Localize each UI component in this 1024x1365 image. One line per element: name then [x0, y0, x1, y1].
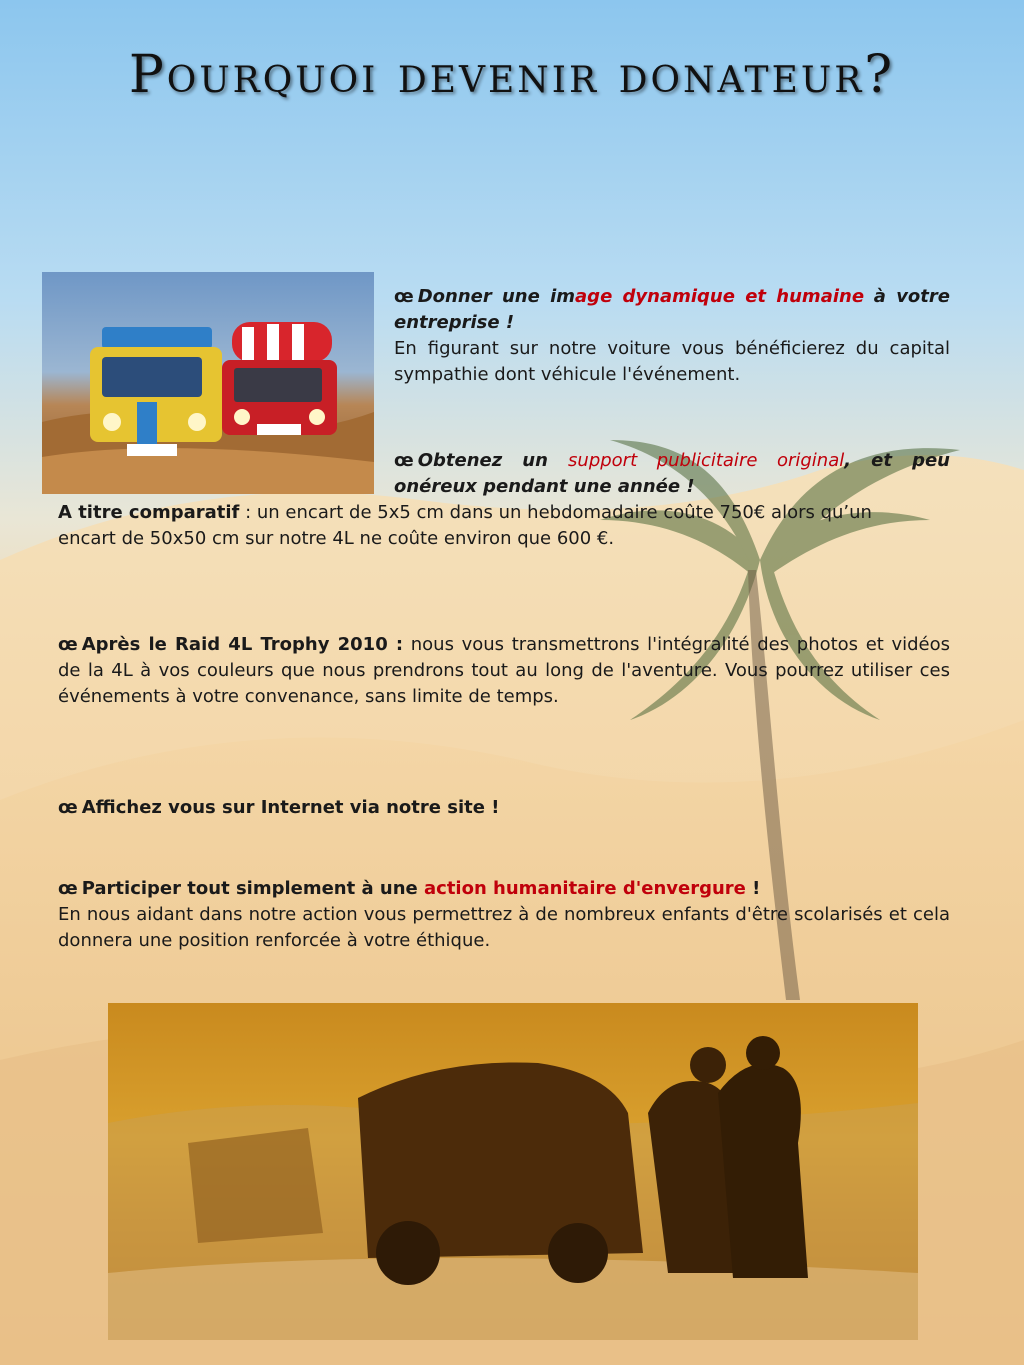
section-lead-highlight: age dynamique et humaine [575, 286, 865, 307]
section-lead: Donner une im [417, 286, 576, 307]
silhouette-illustration [108, 1003, 918, 1340]
comparison-body: : un encart de 5x5 cm dans un hebdomadaire coûte 750€ alors qu’un encart de 50x50 cm sur notre 4L ne coûte environ que 600 €. [58, 502, 872, 549]
page-title: Pourquoi devenir donateur? [128, 45, 896, 105]
section-lead-end: , et peu onéreux pendant une année ! [394, 450, 950, 497]
bullet-icon: œ [58, 878, 78, 899]
section-raid-media [58, 632, 950, 710]
section-advertising-support [394, 448, 950, 500]
section-lead-end: à votre entreprise ! [394, 286, 950, 333]
desert-silhouette-photo [108, 1003, 918, 1340]
section-lead: Après le Raid 4L Trophy 2010 : [81, 634, 404, 655]
section-comparison [58, 500, 918, 552]
bullet-icon: œ [394, 450, 414, 471]
bullet-icon: œ [58, 797, 78, 818]
section-internet [58, 795, 950, 821]
section-body: En figurant sur notre voiture vous bénéficierez du capital sympathie dont véhicule l'événement. [394, 338, 950, 385]
section-lead-end: ! [745, 878, 761, 899]
bullet-icon: œ [58, 634, 78, 655]
bullet-icon: œ [394, 286, 414, 307]
rally-cars-photo [42, 272, 374, 494]
section-lead-highlight: support publicitaire original [568, 450, 845, 471]
section-lead: Affichez vous sur Internet via notre site ! [81, 797, 500, 818]
section-body: En nous aidant dans notre action vous permettrez à de nombreux enfants d'être scolarisés et cela donnera une position renforcée à votre éthique. [58, 904, 950, 951]
section-lead-highlight: action humanitaire d'envergure [424, 878, 746, 899]
section-body: nous vous transmettrons l'intégralité des photos et vidéos de la 4L à vos couleurs que nous prendrons tout au long de l'aventure. Vous pourrez utiliser ces événements à votre convenance, sans limite de temps. [58, 634, 951, 707]
renault-4l-cars-illustration [42, 272, 374, 494]
section-brand-image [394, 284, 950, 388]
section-lead: Participer tout simplement à une [81, 878, 425, 899]
section-lead: Obtenez un [417, 450, 569, 471]
comparison-label: A titre comparatif [58, 502, 240, 523]
section-humanitarian [58, 876, 950, 954]
